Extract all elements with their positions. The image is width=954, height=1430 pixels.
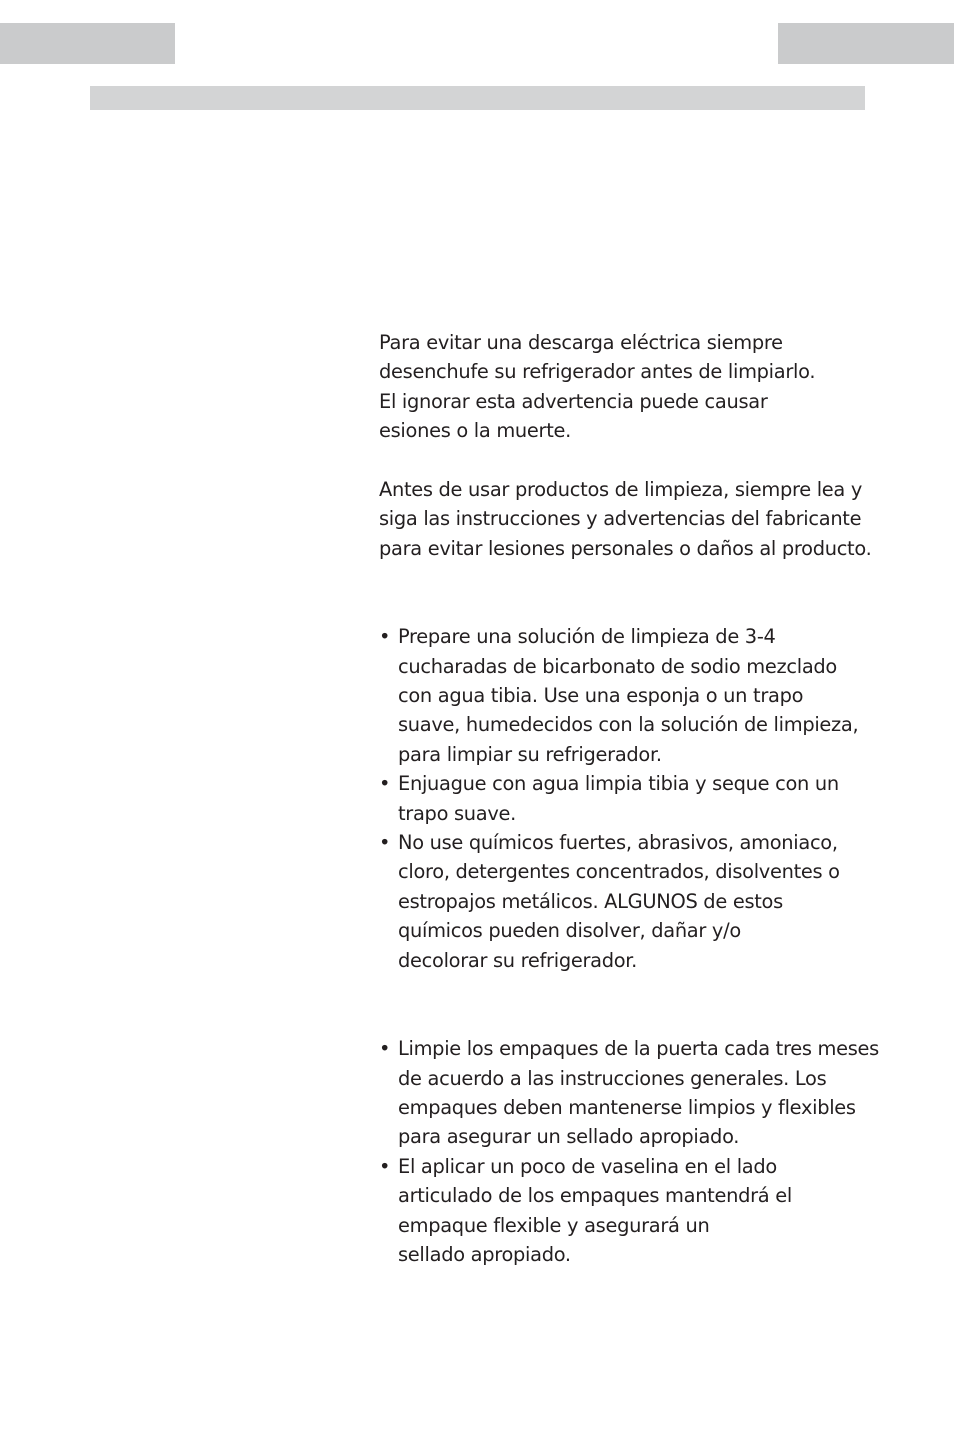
- gasket-cleaning-list: [379, 1034, 879, 1269]
- section-spacer: [379, 975, 879, 1034]
- list-item-line: trapo suave.: [398, 801, 517, 825]
- bullet-marker: •: [379, 831, 391, 855]
- list-item-line: para asegurar un sellado apropiado.: [398, 1125, 740, 1149]
- bullet-marker: •: [379, 1037, 391, 1061]
- list-item: [379, 1034, 879, 1152]
- bullet-marker: •: [379, 1154, 391, 1178]
- list-item-line: Prepare una solución de limpieza de 3-4: [398, 625, 776, 649]
- page-content: [379, 328, 879, 1269]
- header-tab-left: [0, 23, 175, 64]
- list-item-line: químicos pueden disolver, dañar y/o: [398, 919, 741, 943]
- list-item-line: decolorar su refrigerador.: [398, 948, 638, 972]
- list-item-line: empaques deben mantenerse limpios y flexibles: [398, 1095, 856, 1119]
- list-item-line: cloro, detergentes concentrados, disolventes o: [398, 860, 840, 884]
- list-item-line: para limpiar su refrigerador.: [398, 742, 662, 766]
- list-item-line: de acuerdo a las instrucciones generales. Los: [398, 1066, 827, 1090]
- caution-line: Antes de usar productos de limpieza, siempre lea y: [379, 478, 863, 502]
- warning-line: desenchufe su refrigerador antes de limpiarlo.: [379, 360, 816, 384]
- header-tab-right: [778, 23, 954, 64]
- list-item-line: No use químicos fuertes, abrasivos, amoniaco,: [398, 831, 838, 855]
- list-item-line: estropajos metálicos. ALGUNOS de estos: [398, 889, 783, 913]
- warning-line: El ignorar esta advertencia puede causar: [379, 389, 768, 413]
- caution-paragraph: [379, 475, 879, 563]
- paragraph-spacer: [379, 446, 879, 475]
- list-item: [379, 622, 879, 769]
- caution-line: para evitar lesiones personales o daños al producto.: [379, 536, 872, 560]
- list-item-line: suave, humedecidos con la solución de limpieza,: [398, 713, 859, 737]
- bullet-marker: •: [379, 625, 391, 649]
- list-item-line: con agua tibia. Use una esponja o un trapo: [398, 684, 804, 708]
- list-item-line: El aplicar un poco de vaselina en el lado: [398, 1154, 777, 1178]
- warning-line: Para evitar una descarga eléctrica siempre: [379, 331, 783, 354]
- section-header-bar: [90, 86, 865, 110]
- list-item-line: Limpie los empaques de la puerta cada tres meses: [398, 1037, 879, 1061]
- list-item-line: sellado apropiado.: [398, 1242, 571, 1266]
- section-spacer: [379, 563, 879, 622]
- warning-line: esiones o la muerte.: [379, 419, 572, 443]
- general-cleaning-list: [379, 622, 879, 975]
- warning-paragraph: [379, 328, 879, 446]
- bullet-marker: •: [379, 772, 391, 796]
- caution-line: siga las instrucciones y advertencias del fabricante: [379, 507, 862, 531]
- list-item-line: cucharadas de bicarbonato de sodio mezclado: [398, 654, 837, 678]
- list-item: [379, 828, 879, 975]
- list-item-line: empaque flexible y asegurará un: [398, 1213, 710, 1237]
- list-item-line: Enjuague con agua limpia tibia y seque con un: [398, 772, 839, 796]
- list-item: [379, 1152, 879, 1270]
- list-item: [379, 769, 879, 828]
- list-item-line: articulado de los empaques mantendrá el: [398, 1184, 792, 1208]
